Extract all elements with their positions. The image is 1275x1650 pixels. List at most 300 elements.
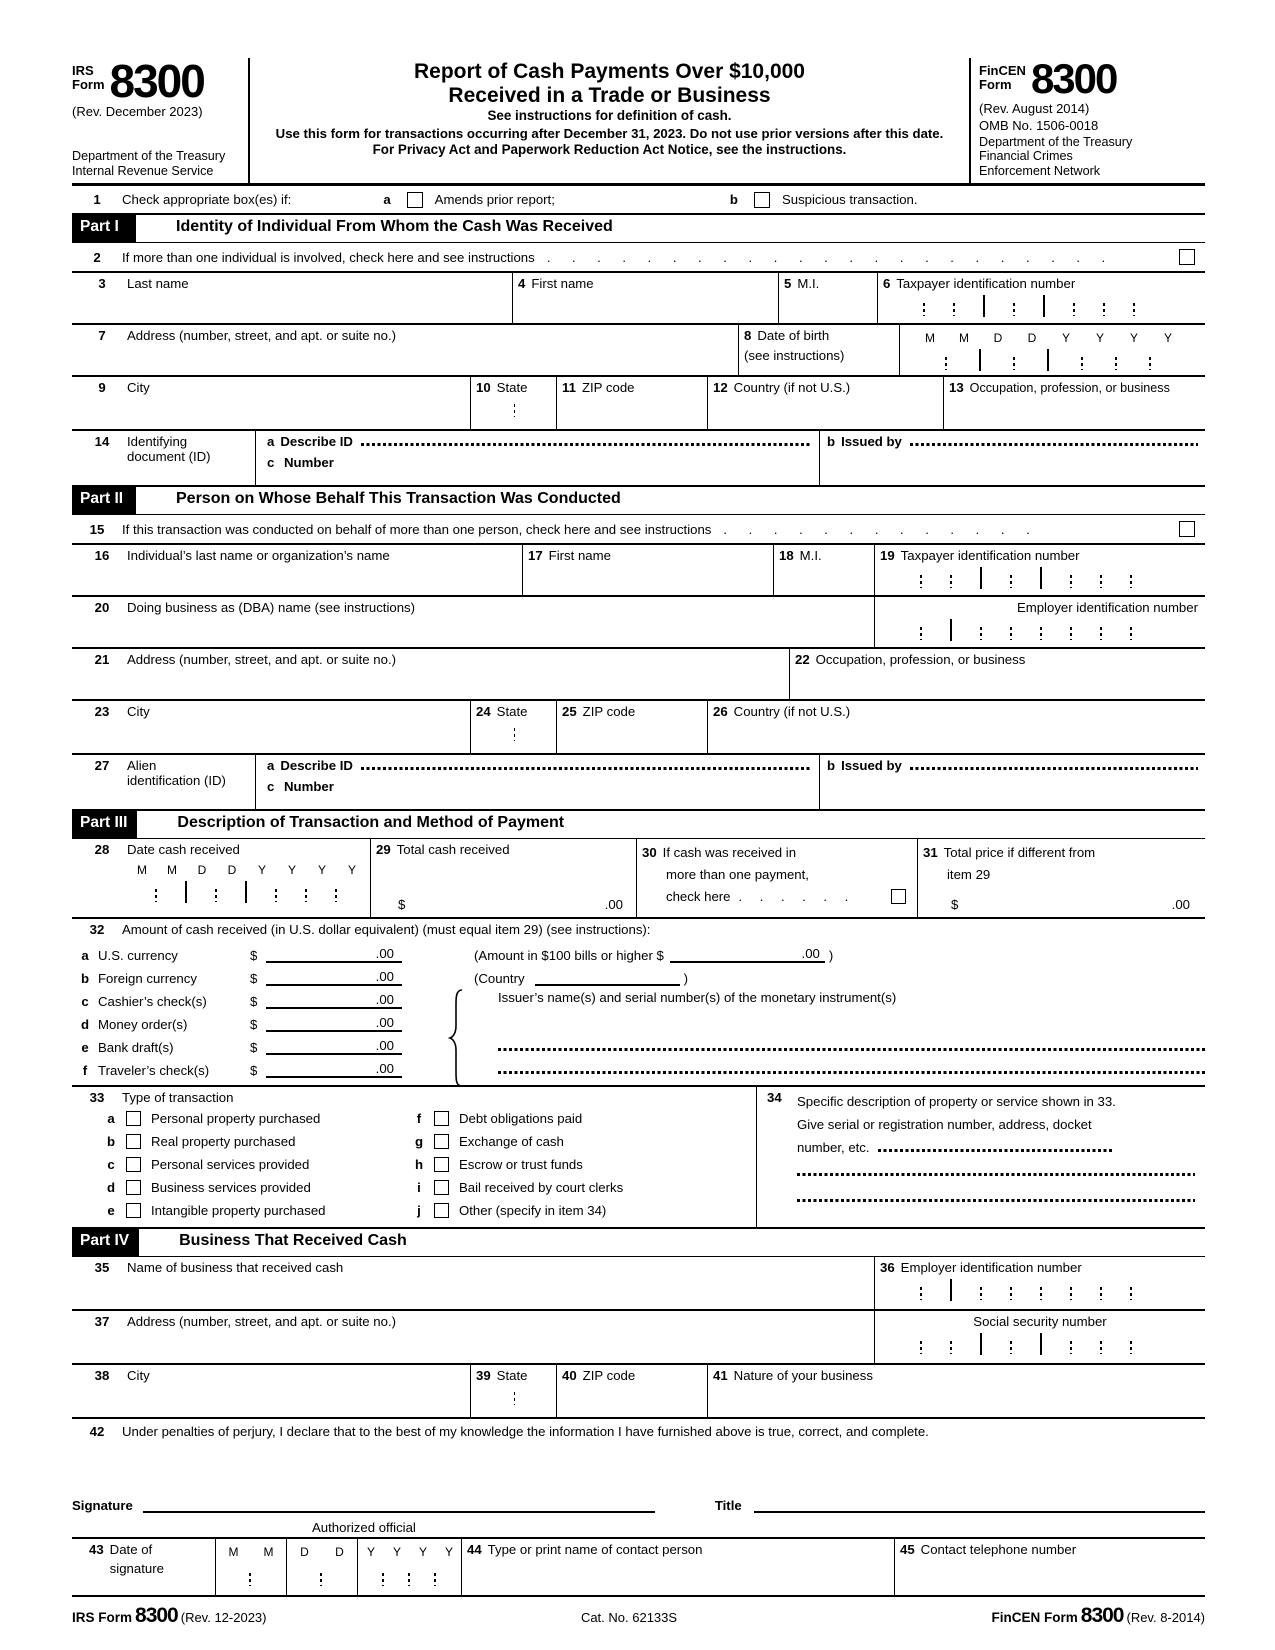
line-30-l3: check here: [666, 888, 731, 904]
line-44-num: 44: [467, 1542, 482, 1558]
line-30-l1: If cash was received in: [662, 845, 797, 861]
describe-id-cell: [255, 431, 819, 485]
amount-blank-e[interactable]: .00: [266, 1038, 402, 1055]
authorized-official-label: Authorized official: [312, 1520, 416, 1536]
checkbox-33e[interactable]: [126, 1203, 141, 1218]
property-description: [757, 1087, 1205, 1227]
form-header: [72, 55, 1205, 186]
field-first-name[interactable]: [512, 273, 778, 323]
field-ein[interactable]: [874, 597, 1205, 647]
amount-blank-b[interactable]: .00: [266, 969, 402, 986]
field-zip-3[interactable]: [556, 1365, 707, 1417]
part-2-bar: [72, 487, 1205, 515]
field-total-cash-received[interactable]: [370, 839, 636, 917]
checkbox-33d[interactable]: [126, 1180, 141, 1195]
field-org-last-name[interactable]: [72, 545, 522, 595]
issuer-line-2-row: [474, 1055, 1205, 1078]
line-30-l2: more than one payment,: [666, 866, 809, 882]
form-subtitle-2: Use this form for transactions occurring after December 31, 2023. Do not use prior versions after this date.: [275, 126, 944, 142]
issued-by-blank-2[interactable]: [910, 767, 1198, 770]
issued-by-label: Issued by: [841, 434, 902, 450]
tin-comb[interactable]: [895, 295, 1200, 317]
line-8-label: Date of birth: [757, 328, 830, 344]
checkbox-amends-prior-report[interactable]: [407, 192, 423, 208]
line-29-cents: .00: [604, 897, 623, 913]
field-tin[interactable]: [877, 273, 1205, 323]
line-43-num: 43: [89, 1542, 104, 1558]
field-business-name[interactable]: [72, 1257, 874, 1309]
issuer-blank-2[interactable]: [498, 1071, 1205, 1074]
line-40-label: ZIP code: [582, 1368, 636, 1384]
irs-dept-2: Internal Revenue Service: [72, 164, 214, 179]
line-32-num: 32: [89, 922, 105, 938]
line-28-label: Date cash received: [127, 842, 240, 858]
amount-blank-a[interactable]: .00: [266, 946, 402, 963]
field-contact-phone[interactable]: [894, 1539, 1205, 1595]
country-row: (Country ): [474, 971, 688, 987]
checkbox-suspicious-transaction[interactable]: [754, 192, 770, 208]
checkbox-33i[interactable]: [434, 1180, 449, 1195]
field-date-cash-received[interactable]: [72, 839, 370, 917]
line-45-num: 45: [900, 1542, 915, 1558]
line-15: [72, 515, 1205, 545]
line-2-dot-leader: . . . . . . . . . . . . . . . . . . . . . . .: [546, 249, 1115, 265]
line-15-dot-leader: . . . . . . . . . . . . .: [723, 521, 1039, 537]
line-7-label: Address (number, street, and apt. or suite no.): [127, 328, 397, 344]
row-21-22: [72, 649, 1205, 701]
describe-id-cell-2: [255, 755, 819, 809]
line-9-num: 9: [98, 380, 106, 396]
field-date-of-birth[interactable]: [899, 325, 1205, 375]
line-30-dot-leader: . . . . . .: [738, 888, 856, 904]
line-29-num: 29: [376, 842, 391, 858]
fincen-dept-3: Enforcement Network: [979, 164, 1101, 179]
line-45-label: Contact telephone number: [920, 1542, 1077, 1558]
date-cash-letters: M M D D Y Y Y Y: [137, 863, 356, 878]
line-37-label: Address (number, street, and apt. or suite no.): [127, 1314, 397, 1330]
id-number-label-2: Number: [284, 779, 334, 795]
form-subtitle-3: For Privacy Act and Paperwork Reduction Act Notice, see the instructions.: [372, 142, 847, 158]
part-4-bar: [72, 1229, 1205, 1257]
line-11-num: 11: [562, 380, 576, 396]
line-32-label: Amount of cash received (in U.S. dollar equivalent) (must equal item 29) (see instructions):: [122, 922, 651, 938]
line-1-num: 1: [93, 192, 101, 208]
line-26-label: Country (if not U.S.): [733, 704, 851, 720]
line-15-label: If this transaction was conducted on behalf of more than one person, check here and see instructions: [122, 521, 712, 537]
line-15-num: 15: [89, 521, 105, 537]
line-31-dollar: $: [951, 897, 959, 913]
line-26-num: 26: [713, 704, 728, 720]
line-14a-letter: a: [267, 434, 275, 450]
signature-label: Signature: [72, 1498, 133, 1514]
fincen-form-number: 8300: [1030, 55, 1117, 102]
issuer-row: [474, 986, 1205, 1009]
row-37: [72, 1311, 1205, 1365]
line-3-num: 3: [98, 276, 106, 292]
part-4-tag: Part IV: [72, 1229, 139, 1256]
describe-id-label-2: Describe ID: [280, 758, 353, 774]
line-40-num: 40: [562, 1368, 577, 1384]
checkbox-33b[interactable]: [126, 1134, 141, 1149]
line-42-num: 42: [89, 1424, 105, 1440]
part-1-tag: Part I: [72, 215, 136, 242]
line-39-label: State: [496, 1368, 528, 1384]
row-9-13: [72, 377, 1205, 431]
checkbox-33c[interactable]: [126, 1157, 141, 1172]
describe-id-blank[interactable]: [361, 443, 812, 446]
field-zip[interactable]: [556, 377, 707, 429]
row-43-45: [72, 1537, 1205, 1597]
signature-line[interactable]: [143, 1510, 655, 1513]
issuer-line-1-row: [474, 1032, 1205, 1055]
ein-label: Employer identification number: [1016, 600, 1198, 616]
footer-irs-rev: (Rev. 12-2023): [180, 1610, 267, 1626]
footer-fincen-rev: (Rev. 8-2014): [1126, 1610, 1205, 1626]
cash-amount-items: [72, 940, 442, 1078]
form-subtitle-1: See instructions for definition of cash.: [487, 108, 732, 124]
catalog-number: Cat. No. 62133S: [580, 1610, 678, 1626]
line-9-label: City: [127, 380, 150, 396]
issuer-blank-1[interactable]: [498, 1048, 1205, 1051]
checkbox-33h[interactable]: [434, 1157, 449, 1172]
form-title-line2: Received in a Trade or Business: [448, 83, 771, 107]
line-1b-letter: b: [729, 192, 738, 208]
row-42: [72, 1419, 1205, 1537]
issuer-label: Issuer’s name(s) and serial number(s) of the monetary instrument(s): [498, 990, 897, 1006]
line-8-num: 8: [744, 328, 752, 344]
line-14b-letter: b: [827, 434, 836, 450]
country-label: (Country: [474, 971, 525, 987]
line-33-num: 33: [89, 1090, 105, 1106]
description-blank-2[interactable]: [797, 1173, 1195, 1176]
fincen-revision: (Rev. August 2014): [979, 100, 1090, 116]
suspicious-transaction-label: Suspicious transaction.: [781, 192, 918, 208]
line-20-label: Doing business as (DBA) name (see instructions): [127, 600, 416, 616]
cash-amount-detail: [442, 940, 1205, 1078]
field-address-2[interactable]: [72, 649, 789, 699]
ssn-comb[interactable]: [892, 1333, 1200, 1355]
line-22-num: 22: [795, 652, 810, 668]
line-36-num: 36: [880, 1260, 895, 1276]
fincen-block: [971, 55, 1205, 183]
line-21-label: Address (number, street, and apt. or suite no.): [127, 652, 397, 668]
alien-id-cell: [72, 755, 255, 809]
line-5-label: M.I.: [797, 276, 820, 292]
part-3-bar: [72, 811, 1205, 839]
date-cash-comb[interactable]: [127, 881, 367, 903]
line-4-num: 4: [518, 276, 526, 292]
line-17-label: First name: [548, 548, 611, 564]
fincen-dept-2: Financial Crimes: [979, 149, 1073, 164]
id-number-label: Number: [284, 455, 334, 471]
irs-agency: IRS: [72, 63, 94, 78]
line-19-num: 19: [880, 548, 895, 564]
field-dba-name[interactable]: [72, 597, 874, 647]
row-32: [72, 919, 1205, 1087]
field-date-of-signature[interactable]: M M D D Y Y Y Y: [215, 1539, 461, 1595]
line-29-label: Total cash received: [396, 842, 510, 858]
fincen-dept-1: Department of the Treasury: [979, 134, 1133, 149]
line-17-num: 17: [528, 548, 543, 564]
field-multiple-payments: [636, 839, 917, 917]
field-occupation-2[interactable]: [789, 649, 1205, 699]
line-18-label: M.I.: [799, 548, 822, 564]
footer-irs-form: IRS Form: [72, 1610, 133, 1626]
line-24-num: 24: [476, 704, 491, 720]
line-13-label: Occupation, profession, or business: [969, 381, 1170, 396]
checkbox-multiple-individuals[interactable]: [1179, 249, 1195, 265]
irs-form-number: 8300: [109, 55, 204, 107]
country-blank[interactable]: [535, 984, 680, 986]
line-16-label: Individual’s last name or organization’s name: [127, 548, 390, 564]
row-3-6: [72, 273, 1205, 325]
description-blank-1[interactable]: [878, 1149, 1114, 1152]
field-occupation[interactable]: [943, 377, 1205, 429]
field-nature-of-business[interactable]: [707, 1365, 1205, 1417]
line-4-label: First name: [531, 276, 594, 292]
row-28-31: [72, 839, 1205, 919]
line-41-num: 41: [713, 1368, 728, 1384]
line-35-label: Name of business that received cash: [127, 1260, 344, 1276]
part-4-title: Business That Received Cash: [179, 1232, 407, 1250]
line-19-label: Taxpayer identification number: [900, 548, 1080, 564]
describe-id-blank-2[interactable]: [361, 767, 812, 770]
form-title-line1: Report of Cash Payments Over $10,000: [413, 60, 805, 83]
line-1a-letter: a: [383, 192, 391, 208]
line-2-label: If more than one individual is involved, check here and see instructions: [122, 249, 535, 265]
irs-revision: (Rev. December 2023): [72, 104, 203, 120]
line-6-num: 6: [883, 276, 891, 292]
line-28-num: 28: [94, 842, 110, 858]
line-33-label: Type of transaction: [122, 1090, 234, 1106]
amount-blank-d[interactable]: .00: [266, 1015, 402, 1032]
line-13-num: 13: [949, 380, 964, 396]
footer: [72, 1597, 1205, 1628]
footer-irs-number: 8300: [135, 1604, 178, 1628]
line-34-l1: Specific description of property or service shown in 33.: [797, 1094, 1116, 1110]
row-16-19: [72, 545, 1205, 597]
field-address[interactable]: [72, 325, 738, 375]
group-brace-icon: [448, 988, 468, 1088]
state-comb-2[interactable]: [497, 725, 531, 741]
item-32b: b Foreign currency $ .00: [72, 963, 442, 986]
state-comb-3[interactable]: [497, 1389, 531, 1405]
line-27-label2: identification (ID): [127, 773, 226, 789]
row-14: [72, 431, 1205, 487]
line-14-num: 14: [94, 434, 110, 450]
line-27a-letter: a: [267, 758, 275, 774]
field-state-3[interactable]: [470, 1365, 556, 1417]
field-city-2[interactable]: [72, 701, 470, 753]
part-2-title: Person on Whose Behalf This Transaction Was Conducted: [176, 490, 621, 508]
field-total-price[interactable]: [917, 839, 1205, 917]
line-24-label: State: [496, 704, 528, 720]
item-32f: f Traveler’s check(s) $ .00: [72, 1055, 442, 1078]
fincen-form-word: Form: [979, 76, 1012, 92]
footer-fincen-number: 8300: [1080, 1604, 1124, 1628]
line-27c-letter: c: [267, 779, 275, 795]
perjury-statement: Under penalties of perjury, I declare that to the best of my knowledge the information I have furnished above is true, correct, and complete.: [122, 1424, 929, 1440]
part-3-tag: Part III: [72, 811, 137, 838]
row-7-8: [72, 325, 1205, 377]
line-12-num: 12: [713, 380, 728, 396]
line-21-num: 21: [94, 652, 110, 668]
tin-comb-2[interactable]: [892, 567, 1200, 589]
item-32e: e Bank draft(s) $ .00: [72, 1032, 442, 1055]
hundred-bills-blank[interactable]: .00: [670, 946, 825, 963]
hundred-bills-row: (Amount in $100 bills or higher $ .00 ): [474, 946, 834, 964]
hundred-bills-label: (Amount in $100 bills or higher $: [474, 948, 664, 964]
dob-comb[interactable]: [913, 349, 1200, 371]
line-38-num: 38: [94, 1368, 110, 1384]
checkbox-33j[interactable]: [434, 1203, 449, 1218]
line-1: [72, 186, 1205, 215]
line-31-num: 31: [923, 845, 938, 861]
fincen-agency: FinCEN: [979, 63, 1026, 78]
row-23-26: [72, 701, 1205, 755]
title-line[interactable]: [754, 1510, 1205, 1513]
line-37-num: 37: [94, 1314, 110, 1330]
line-23-num: 23: [94, 704, 110, 720]
dob-letters: M M D D Y Y Y Y: [925, 331, 1172, 346]
irs-form-word: Form: [72, 76, 105, 92]
description-blank-3[interactable]: [797, 1199, 1195, 1202]
field-first-name-2[interactable]: [522, 545, 773, 595]
line-32-header: [72, 919, 1205, 940]
type-of-transaction: 33 Type of transaction a Personal property purchased f Debt obligations paid b Real property purchased g Exchange of cash c Personal services provided h Escrow or trust funds d Business services provided i Bail received by court clerks e Intangible property purchased j Other (specify in item 34): [72, 1087, 757, 1227]
line-25-num: 25: [562, 704, 577, 720]
part-3-title: Description of Transaction and Method of Payment: [177, 814, 565, 832]
part-2-tag: Part II: [72, 487, 136, 514]
line-10-num: 10: [476, 380, 491, 396]
row-27: [72, 755, 1205, 811]
issued-by-cell-2: [819, 755, 1205, 809]
field-ssn[interactable]: [874, 1311, 1205, 1363]
form-title-block: [248, 58, 971, 183]
line-27-label1: Alien: [127, 758, 157, 774]
field-state-2[interactable]: [470, 701, 556, 753]
ssn-label: Social security number: [973, 1314, 1107, 1330]
issued-by-cell: [819, 431, 1205, 485]
amends-prior-report-label: Amends prior report;: [434, 192, 555, 208]
checkbox-33a[interactable]: [126, 1111, 141, 1126]
identifying-document-cell: [72, 431, 255, 485]
omb-number: OMB No. 1506-0018: [979, 117, 1099, 133]
line-44-label: Type or print name of contact person: [487, 1542, 703, 1558]
part-1-bar: [72, 215, 1205, 243]
item-32a: a U.S. currency $ .00: [72, 940, 442, 963]
row-33-34: [72, 1087, 1205, 1229]
irs-block: [72, 55, 248, 183]
row-38-41: [72, 1365, 1205, 1419]
checkbox-multiple-payments[interactable]: [891, 889, 906, 904]
line-31-l2: item 29: [947, 866, 991, 882]
line-10-label: State: [496, 380, 528, 396]
line-12-label: Country (if not U.S.): [733, 380, 851, 396]
line-23-label: City: [127, 704, 150, 720]
line-14-label1: Identifying: [127, 434, 188, 450]
line-5-num: 5: [784, 276, 792, 292]
line-2-num: 2: [93, 249, 101, 265]
checkbox-33f[interactable]: [434, 1111, 449, 1126]
line-29-dollar: $: [398, 897, 406, 913]
field-mi-2[interactable]: [773, 545, 874, 595]
irs-dept-1: Department of the Treasury: [72, 149, 226, 164]
line-11-label: ZIP code: [581, 380, 635, 396]
row-35-36: [72, 1257, 1205, 1311]
signature-row: [72, 1498, 1205, 1513]
line-18-num: 18: [779, 548, 794, 564]
amount-blank-c[interactable]: .00: [266, 992, 402, 1009]
line-22-label: Occupation, profession, or business: [815, 652, 1026, 668]
field-zip-2[interactable]: [556, 701, 707, 753]
line-14-label2: document (ID): [127, 449, 211, 465]
checkbox-33g[interactable]: [434, 1134, 449, 1149]
line-31-l1: Total price if different from: [943, 845, 1096, 861]
field-last-name[interactable]: [72, 273, 512, 323]
line-34-l2: Give serial or registration number, address, docket: [797, 1117, 1092, 1133]
line-36-label: Employer identification number: [900, 1260, 1082, 1276]
line-6-label: Taxpayer identification number: [896, 276, 1076, 292]
issued-by-label-2: Issued by: [841, 758, 902, 774]
field-country-2[interactable]: [707, 701, 1205, 753]
state-comb[interactable]: [497, 401, 531, 417]
field-state[interactable]: [470, 377, 556, 429]
line-27b-letter: b: [827, 758, 836, 774]
describe-id-label: Describe ID: [280, 434, 353, 450]
item-32c: c Cashier’s check(s) $ .00: [72, 986, 442, 1009]
line-3-label: Last name: [127, 276, 189, 292]
amount-blank-f[interactable]: .00: [266, 1061, 402, 1078]
line-1-label: Check appropriate box(es) if:: [122, 192, 292, 208]
row-20: [72, 597, 1205, 649]
line-34-num: 34: [767, 1090, 782, 1106]
field-mi[interactable]: [778, 273, 877, 323]
line-16-num: 16: [94, 548, 110, 564]
field-city[interactable]: [72, 377, 470, 429]
line-20-num: 20: [94, 600, 110, 616]
ein-comb[interactable]: [892, 619, 1200, 641]
field-country[interactable]: [707, 377, 943, 429]
title-label: Title: [714, 1498, 742, 1514]
line-8-note: (see instructions): [744, 348, 845, 364]
line-38-label: City: [127, 1368, 150, 1384]
line-7-num: 7: [98, 328, 106, 344]
field-business-ein[interactable]: [874, 1257, 1205, 1309]
line-35-num: 35: [94, 1260, 110, 1276]
footer-fincen-form: FinCEN Form: [991, 1610, 1078, 1626]
item-32d: d Money order(s) $ .00: [72, 1009, 442, 1032]
business-ein-comb[interactable]: [892, 1279, 1200, 1301]
line-31-cents: .00: [1171, 897, 1190, 913]
field-city-3[interactable]: [72, 1365, 470, 1417]
line-14c-letter: c: [267, 455, 275, 471]
dob-label-cell: [738, 325, 899, 375]
line-2: [72, 243, 1205, 273]
line-34-l3: number, etc.: [797, 1140, 870, 1156]
line-41-label: Nature of your business: [733, 1368, 873, 1384]
line-27-num: 27: [94, 758, 110, 774]
field-business-address[interactable]: [72, 1311, 874, 1363]
issued-by-blank[interactable]: [910, 443, 1198, 446]
part-1-title: Identity of Individual From Whom the Cash Was Received: [176, 218, 613, 236]
form-8300: [72, 55, 1205, 1628]
line-30-num: 30: [642, 845, 657, 861]
checkbox-multiple-persons[interactable]: [1179, 521, 1195, 537]
field-tin-2[interactable]: [874, 545, 1205, 595]
field-contact-person[interactable]: [461, 1539, 894, 1595]
line-39-num: 39: [476, 1368, 491, 1384]
